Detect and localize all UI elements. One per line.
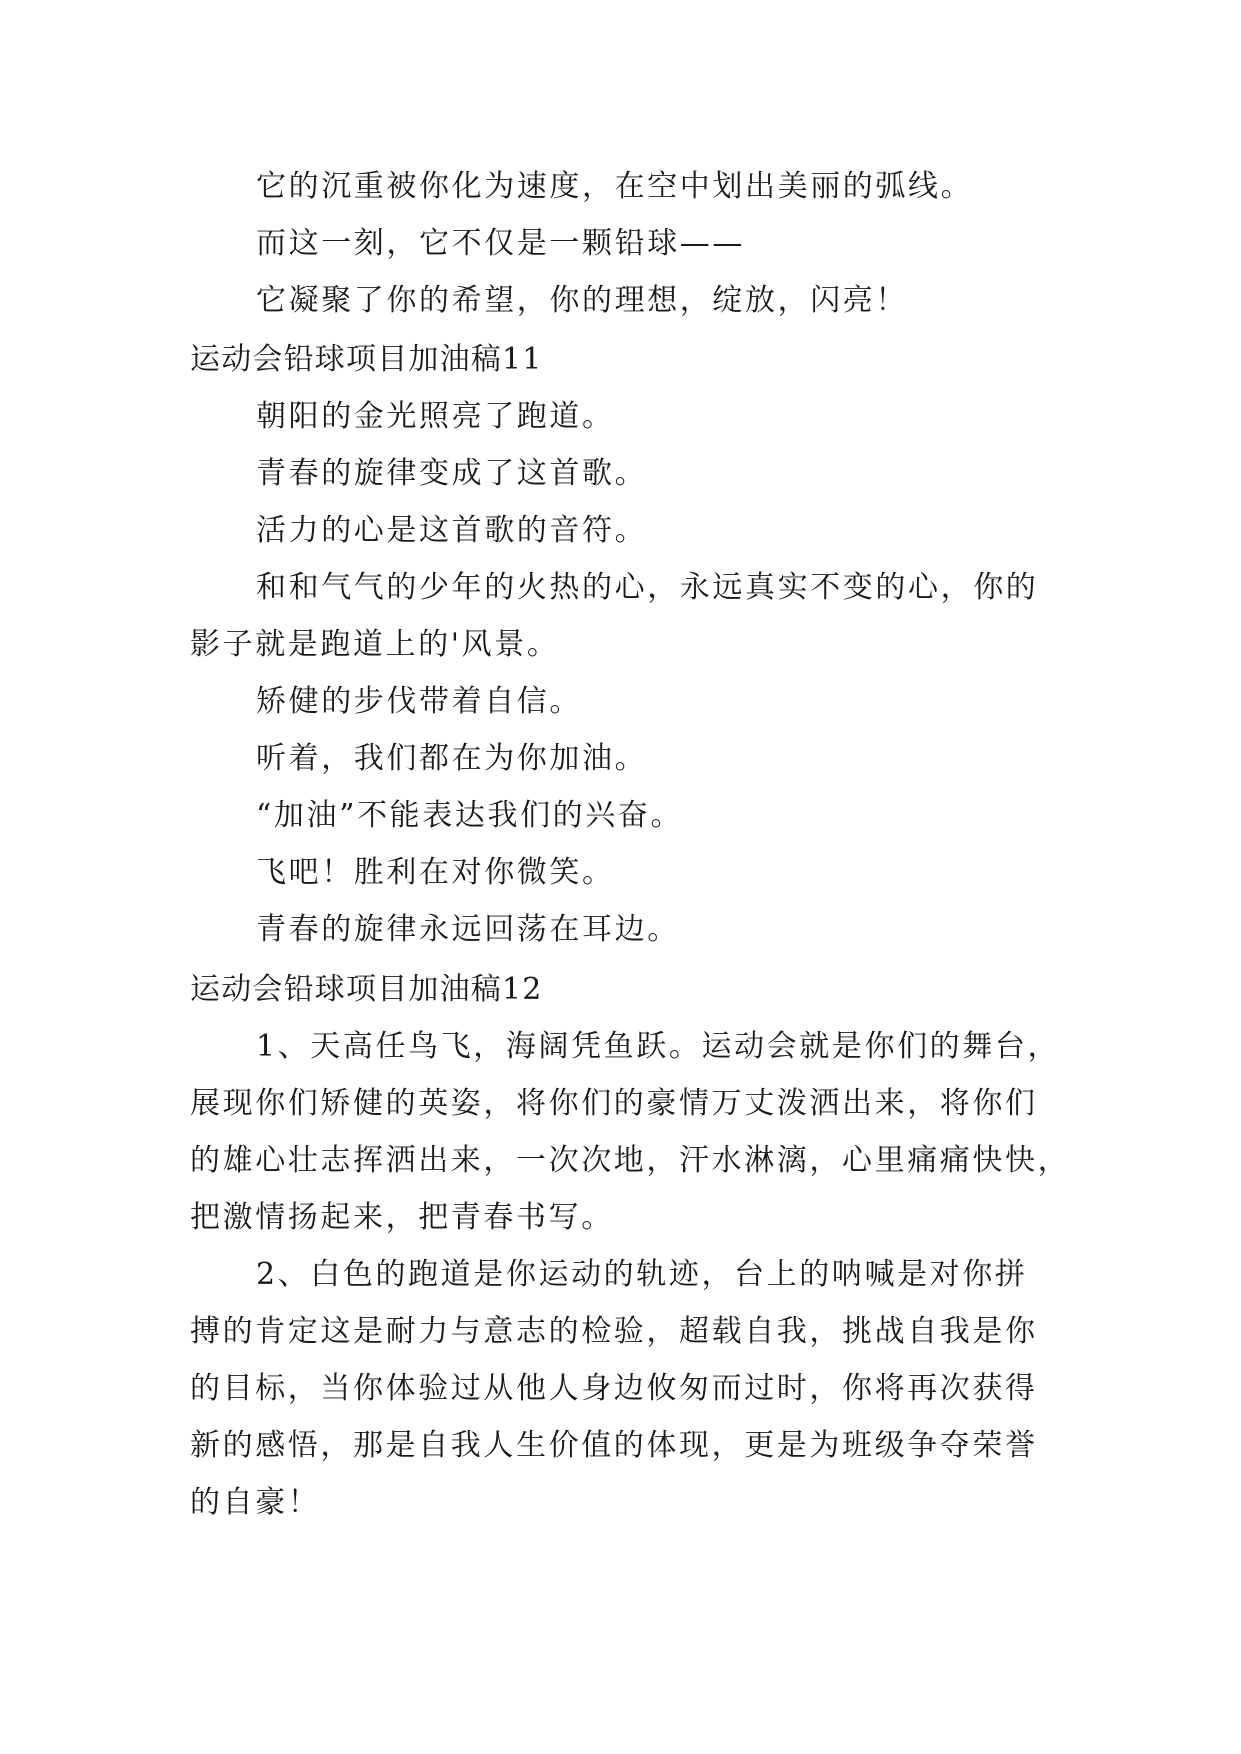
section-heading: 运动会铅球项目加油稿11 bbox=[190, 342, 543, 377]
text-line: 它凝聚了你的希望，你的理想，绽放，闪亮！ bbox=[256, 283, 908, 318]
text-line: 听着，我们都在为你加油。 bbox=[256, 741, 648, 776]
section-heading: 运动会铅球项目加油稿12 bbox=[190, 972, 543, 1007]
text-line: 朝阳的金光照亮了跑道。 bbox=[256, 399, 615, 434]
text-line: 活力的心是这首歌的音符。 bbox=[256, 513, 648, 548]
section-top bbox=[190, 158, 1070, 329]
paragraph-line: 新的感悟，那是自我人生价值的体现，更是为班级争夺荣誉 bbox=[190, 1428, 1038, 1463]
text-line: 影子就是跑道上的'风景。 bbox=[190, 627, 560, 662]
text-line: 矫健的步伐带着自信。 bbox=[256, 684, 582, 719]
text-line: 而这一刻，它不仅是一颗铅球—— bbox=[256, 226, 745, 261]
text-line: “加油”不能表达我们的兴奋。 bbox=[256, 798, 684, 833]
paragraph-line: 展现你们矫健的英姿，将你们的豪情万丈泼洒出来，将你们 bbox=[190, 1086, 1038, 1121]
paragraph-line: 的目标，当你体验过从他人身边攸匆而过时，你将再次获得 bbox=[190, 1371, 1038, 1406]
paragraph-line: 2、白色的跑道是你运动的轨迹，台上的呐喊是对你拼 bbox=[256, 1257, 1028, 1292]
paragraph-line: 的雄心壮志挥洒出来，一次次地，汗水淋漓，心里痛痛快快， bbox=[190, 1143, 1071, 1178]
section-11 bbox=[190, 331, 1070, 958]
text-line: 和和气气的少年的火热的心，永远真实不变的心，你的 bbox=[256, 570, 1039, 605]
paragraph-line: 的自豪！ bbox=[190, 1485, 321, 1520]
text-line: 青春的旋律永远回荡在耳边。 bbox=[256, 912, 680, 947]
text-line: 飞吧！胜利在对你微笑。 bbox=[256, 855, 615, 890]
text-line: 青春的旋律变成了这首歌。 bbox=[256, 456, 648, 491]
paragraph-line: 把激情扬起来，把青春书写。 bbox=[190, 1200, 614, 1235]
text-line: 它的沉重被你化为速度，在空中划出美丽的弧线。 bbox=[256, 169, 974, 204]
section-12 bbox=[190, 961, 1070, 1531]
paragraph-line: 1、天高任鸟飞，海阔凭鱼跃。运动会就是你们的舞台， bbox=[256, 1029, 1061, 1064]
paragraph-line: 搏的肯定这是耐力与意志的检验，超载自我，挑战自我是你 bbox=[190, 1314, 1038, 1349]
